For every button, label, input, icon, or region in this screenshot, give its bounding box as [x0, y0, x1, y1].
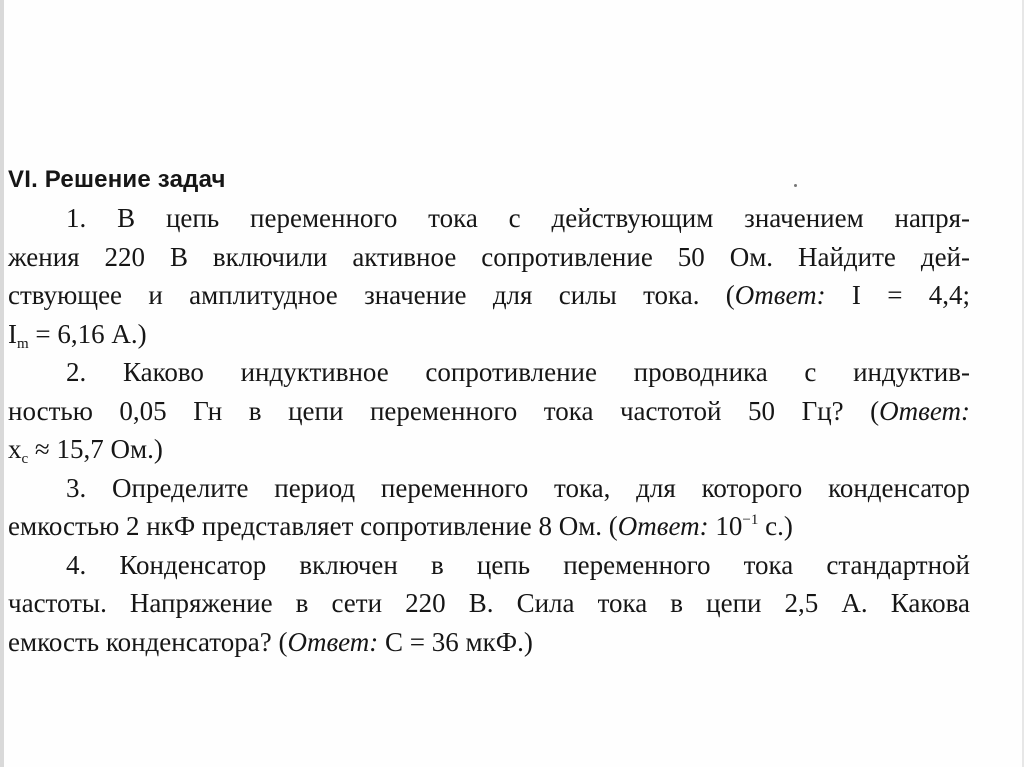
answer-subscript: m: [17, 335, 29, 352]
problem-1-line-1: 1. В цепь переменного тока с действующим значением напря-: [66, 203, 970, 233]
problem-4-line-2: частоты. Напряжение в сети 220 В. Сила тока в цепи 2,5 А. Какова: [8, 588, 970, 618]
section-heading: VI. Решение задач: [8, 166, 226, 193]
problem-4: [8, 546, 970, 662]
answer-label: Ответ:: [617, 511, 709, 541]
problem-2-line-1: 2. Каково индуктивное сопротивление проводника с индуктив-: [66, 357, 970, 387]
problem-1-line-4: [8, 315, 970, 354]
problems-section: [8, 163, 970, 661]
answer-label: Ответ:: [879, 395, 970, 426]
answer-label: Ответ:: [287, 626, 379, 657]
problem-1-line-2: жения 220 В включили активное сопротивление 50 Ом. Найдите дей-: [8, 241, 970, 272]
answer-variable: x: [8, 434, 22, 464]
problem-4-text: емкость конденсатора? (: [8, 626, 288, 657]
problem-2-text: ностью 0,05 Гн в цепи переменного тока частотой 50 Гц? (: [8, 395, 880, 426]
problem-3: [8, 469, 970, 546]
answer-label: Ответ:: [734, 280, 826, 310]
answer-value: = 6,16 А.): [28, 318, 147, 349]
problem-4-line-1: 4. Конденсатор включен в цепь переменного тока стандартной: [66, 549, 970, 580]
answer-variable: I: [8, 318, 17, 349]
problem-1-text: ствующее и амплитудное значение для силы тока. (: [8, 280, 735, 310]
problem-3-line-1: 3. Определите период переменного тока, для которого конденсатор: [66, 472, 970, 503]
answer-value: с.): [758, 511, 793, 541]
problem-2-line-2: [8, 392, 970, 431]
answer-base: 10: [708, 511, 743, 541]
problem-1-line-3: [8, 276, 970, 315]
answer-value: I = 4,4;: [825, 280, 970, 310]
answer-subscript: c: [21, 451, 29, 467]
answer-exponent: −1: [742, 512, 759, 528]
answer-value: С = 36 мкФ.): [378, 626, 533, 657]
problem-1: [8, 199, 970, 353]
problem-4-line-3: [8, 623, 970, 662]
problem-3-line-2: [8, 507, 970, 546]
problem-2: [8, 353, 970, 469]
answer-value: ≈ 15,7 Ом.): [28, 434, 163, 464]
problem-2-line-3: [8, 430, 970, 469]
problem-3-text: емкостью 2 нкФ представляет сопротивление 8 Ом. (: [8, 511, 618, 541]
